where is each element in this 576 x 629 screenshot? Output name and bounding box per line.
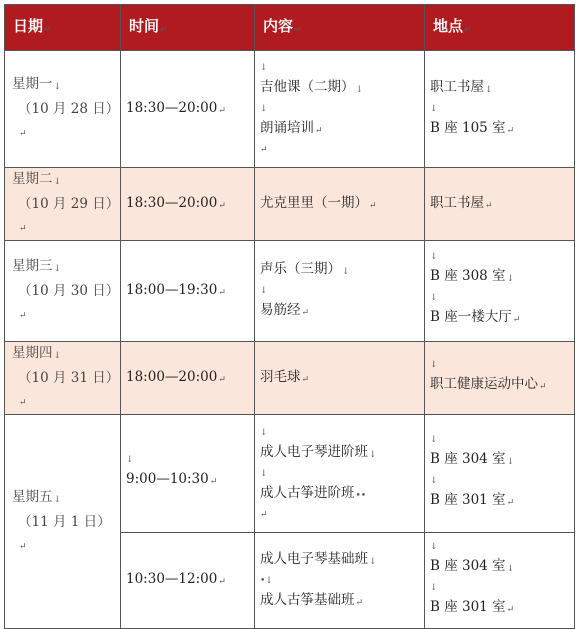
table-row	[5, 241, 575, 342]
location-cell: ↓ B 座 304 室↓ ↓ B 座 301 室↵	[425, 533, 575, 629]
table-row	[5, 168, 575, 241]
time-cell: 18:00—19:30↵	[121, 241, 255, 342]
activity-cell: 尤克里里（一期）↵	[255, 168, 425, 241]
schedule-table	[4, 4, 575, 629]
header-time: 时间↵	[121, 5, 255, 51]
time-cell: 18:30—20:00↵	[121, 51, 255, 168]
table-row	[5, 342, 575, 415]
date-cell: 星期二↓ （10 月 29 日）↵	[5, 168, 121, 241]
date-cell: 星期一↓ （10 月 28 日）↵	[5, 51, 121, 168]
time-cell: 10:30—12:00↵	[121, 533, 255, 629]
activity-cell: 羽毛球↵	[255, 342, 425, 415]
location-cell: ↓ 职工健康运动中心↵	[425, 342, 575, 415]
header-row	[5, 5, 575, 51]
location-cell: ↓ B 座 304 室↓ ↓ B 座 301 室↵	[425, 415, 575, 533]
header-date: 日期↵	[5, 5, 121, 51]
activity-cell: ↓ 吉他课（二期）↓ ↓ 朗诵培训↵ ↵	[255, 51, 425, 168]
table-row	[5, 51, 575, 168]
table-row	[5, 415, 575, 533]
location-cell: ↓ B 座 308 室↓ ↓ B 座一楼大厅↵	[425, 241, 575, 342]
date-cell: 星期三↓ （10 月 30 日）↵	[5, 241, 121, 342]
header-location: 地点↵	[425, 5, 575, 51]
activity-cell: ↓ 成人电子琴进阶班↓ ↓ 成人古筝进阶班•• ↵	[255, 415, 425, 533]
date-cell: 星期四↓ （10 月 31 日）↵	[5, 342, 121, 415]
time-cell: 18:30—20:00↵	[121, 168, 255, 241]
header-activity: 内容↵	[255, 5, 425, 51]
time-cell: ↓ 9:00—10:30↵	[121, 415, 255, 533]
date-cell: 星期五↓ （11 月 1 日）↵	[5, 415, 121, 629]
activity-cell: 成人电子琴基础班↓ •↓ 成人古筝基础班↵	[255, 533, 425, 629]
location-cell: 职工书屋↓ ↓ B 座 105 室↵	[425, 51, 575, 168]
time-cell: 18:00—20:00↵	[121, 342, 255, 415]
location-cell: 职工书屋↵	[425, 168, 575, 241]
activity-cell: 声乐（三期）↓ ↓ 易筋经↵	[255, 241, 425, 342]
